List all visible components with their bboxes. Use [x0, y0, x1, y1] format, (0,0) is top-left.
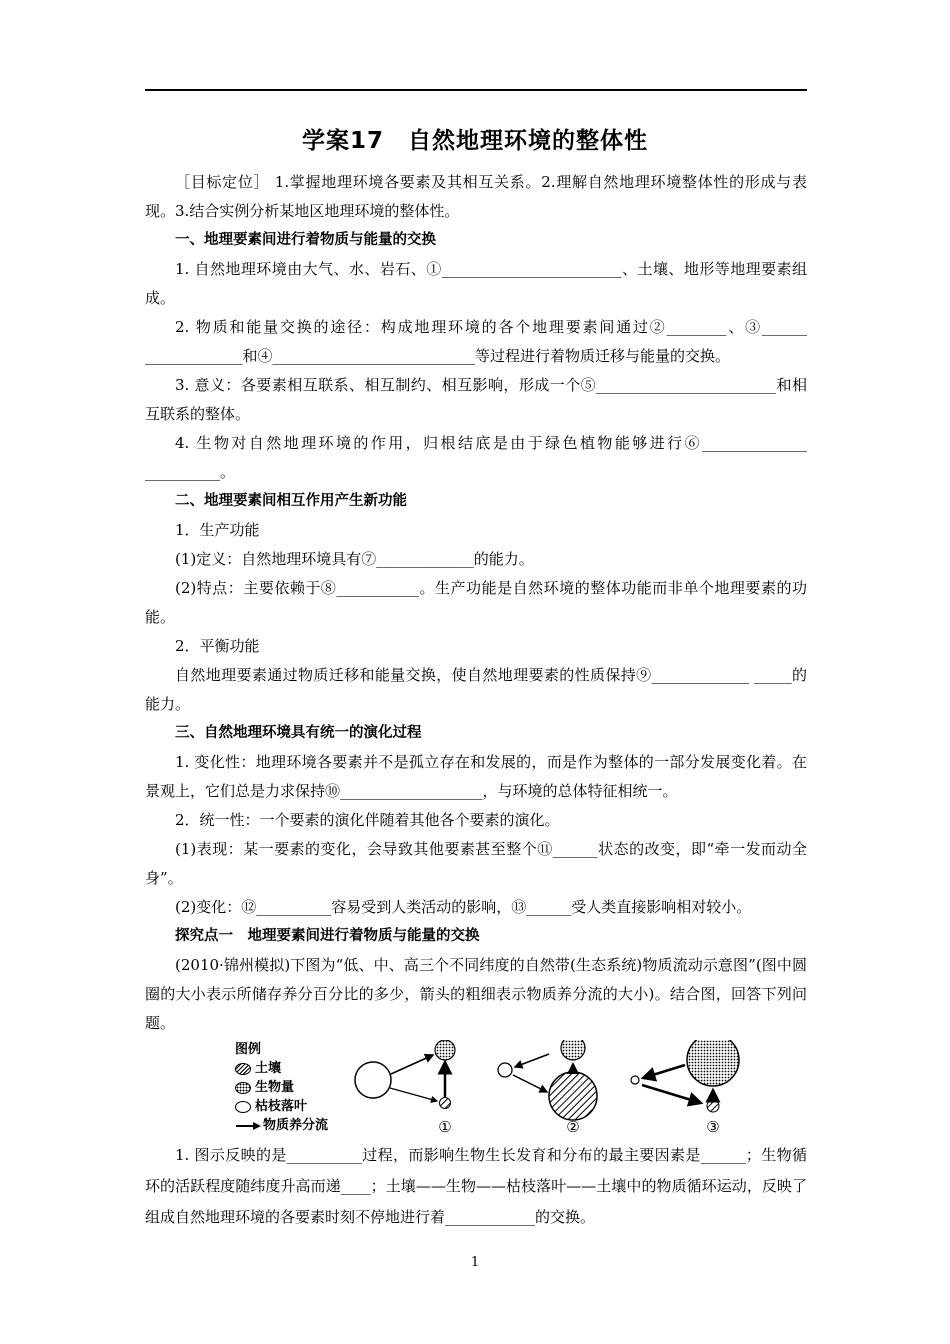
inquiry-heading: 探究点一 地理要素间进行着物质与能量的交换 — [175, 928, 480, 944]
legend-soil: 土壤 — [235, 1059, 328, 1078]
soil-circle — [707, 1100, 719, 1112]
legend-biomass: 生物量 — [235, 1078, 328, 1097]
litter-circle — [498, 1063, 512, 1077]
section-heading-3: 三、自然地理环境具有统一的演化过程 — [175, 725, 422, 741]
nutrient-flow-figure — [145, 1040, 807, 1136]
flow-arrow — [513, 1075, 547, 1092]
section-heading-2: 二、地理要素间相互作用产生新功能 — [175, 493, 407, 509]
item-3-2-2: (2)变化：⑫__________容易受到人类活动的影响，⑬______受人类直接影响相对较小。 — [175, 898, 752, 916]
litter-circle — [355, 1062, 391, 1098]
biomass-circle — [435, 1040, 455, 1060]
diagram-label: ② — [566, 1118, 580, 1136]
flow-arrow — [390, 1088, 437, 1101]
inquiry-intro: (2010·锦州模拟)下图为“低、中、高三个不同纬度的自然带(生态系统)物质流动示意图”(图中圆圈的大小表示所储存养分百分比的多少，箭头的粗细表示物质养分流的大小)。结合图，回答下列问题。 — [145, 956, 807, 1032]
item-3-2: 2．统一性：一个要素的演化伴随着其他各个要素的演化。 — [175, 811, 560, 829]
item-1-3: 3. 意义：各要素相互联系、相互制约、相互影响，形成一个⑤________________________和相互联系的整体。 — [145, 376, 807, 423]
flow-arrow — [643, 1065, 685, 1078]
biomass-circle — [561, 1040, 585, 1060]
page-title: 学案17 自然地理环境的整体性 — [301, 128, 648, 154]
item-1-1: 1. 自然地理环境由大气、水、岩石、①________________________、土壤、地形等地理要素组成。 — [145, 260, 807, 307]
soil-circle — [549, 1072, 597, 1120]
header-rule — [145, 89, 807, 91]
diagram-1 — [355, 1040, 455, 1136]
diagram-3 — [631, 1040, 739, 1136]
item-3-2-1: (1)表现：某一要素的变化，会导致其他要素甚至整个⑪______状态的改变，即“牵一发而动全身”。 — [145, 840, 807, 887]
legend-litter: 枯枝落叶 — [235, 1097, 328, 1116]
item-1-4: 4. 生物对自然地理环境的作用，归根结底是由于绿色植物能够进行⑥______________ __________。 — [145, 434, 807, 481]
item-2-2-text: 自然地理要素通过物质迁移和能量交换，使自然地理要素的性质保持⑨_____________ _____的能力。 — [145, 666, 807, 713]
item-2-1-1: (1)定义：自然地理环境具有⑦_____________的能力。 — [175, 550, 534, 568]
legend-title: 图例 — [235, 1042, 262, 1057]
flow-arrow — [642, 1085, 701, 1103]
document-body — [145, 168, 807, 1233]
flow-diagram — [145, 1040, 807, 1136]
diagram-2 — [498, 1040, 597, 1136]
item-1-2: 2. 物质和能量交换的途径：构成地理环境的各个地理要素间通过②________、③______ _____________和④___________________________等过程进行着物质迁移与能量的交换。 — [145, 318, 807, 365]
section-heading-1: 一、地理要素间进行着物质与能量的交换 — [175, 232, 436, 248]
diagram-label: ① — [438, 1118, 452, 1136]
objectives: ［目标定位］ 1.掌握地理环境各要素及其相互关系。2.理解自然地理环境整体性的形成与表现。3.结合实例分析某地区地理环境的整体性。 — [145, 173, 807, 220]
item-2-2: 2．平衡功能 — [175, 637, 260, 655]
page-number: 1 — [470, 1255, 480, 1270]
legend-flow: 物质养分流 — [235, 1116, 328, 1135]
flow-arrow — [391, 1055, 433, 1074]
item-2-1-2: (2)特点：主要依赖于⑧___________。生产功能是自然环境的整体功能而非单个地理要素的功能。 — [145, 579, 807, 626]
question-1: 1. 图示反映的是__________过程，而影响生物生长发育和分布的最主要因素是______；生物循环的活跃程度随纬度升高而递____；土壤——生物——枯枝落叶——土壤中的物质循环运动，反映了组成自然地理环境的各要素时刻不停地进行着____________的交换。 — [145, 1146, 807, 1226]
flow-arrow — [515, 1054, 549, 1067]
item-3-1: 1. 变化性：地理环境各要素并不是孤立存在和发展的，而是作为整体的一部分发展变化着。在景观上，它们总是力求保持⑩___________________，与环境的总体特征相统一。 — [145, 753, 807, 800]
litter-circle — [631, 1076, 639, 1084]
soil-circle — [440, 1098, 451, 1109]
biomass-circle — [687, 1040, 739, 1086]
diagram-label: ③ — [706, 1118, 720, 1136]
item-2-1: 1．生产功能 — [175, 521, 260, 539]
